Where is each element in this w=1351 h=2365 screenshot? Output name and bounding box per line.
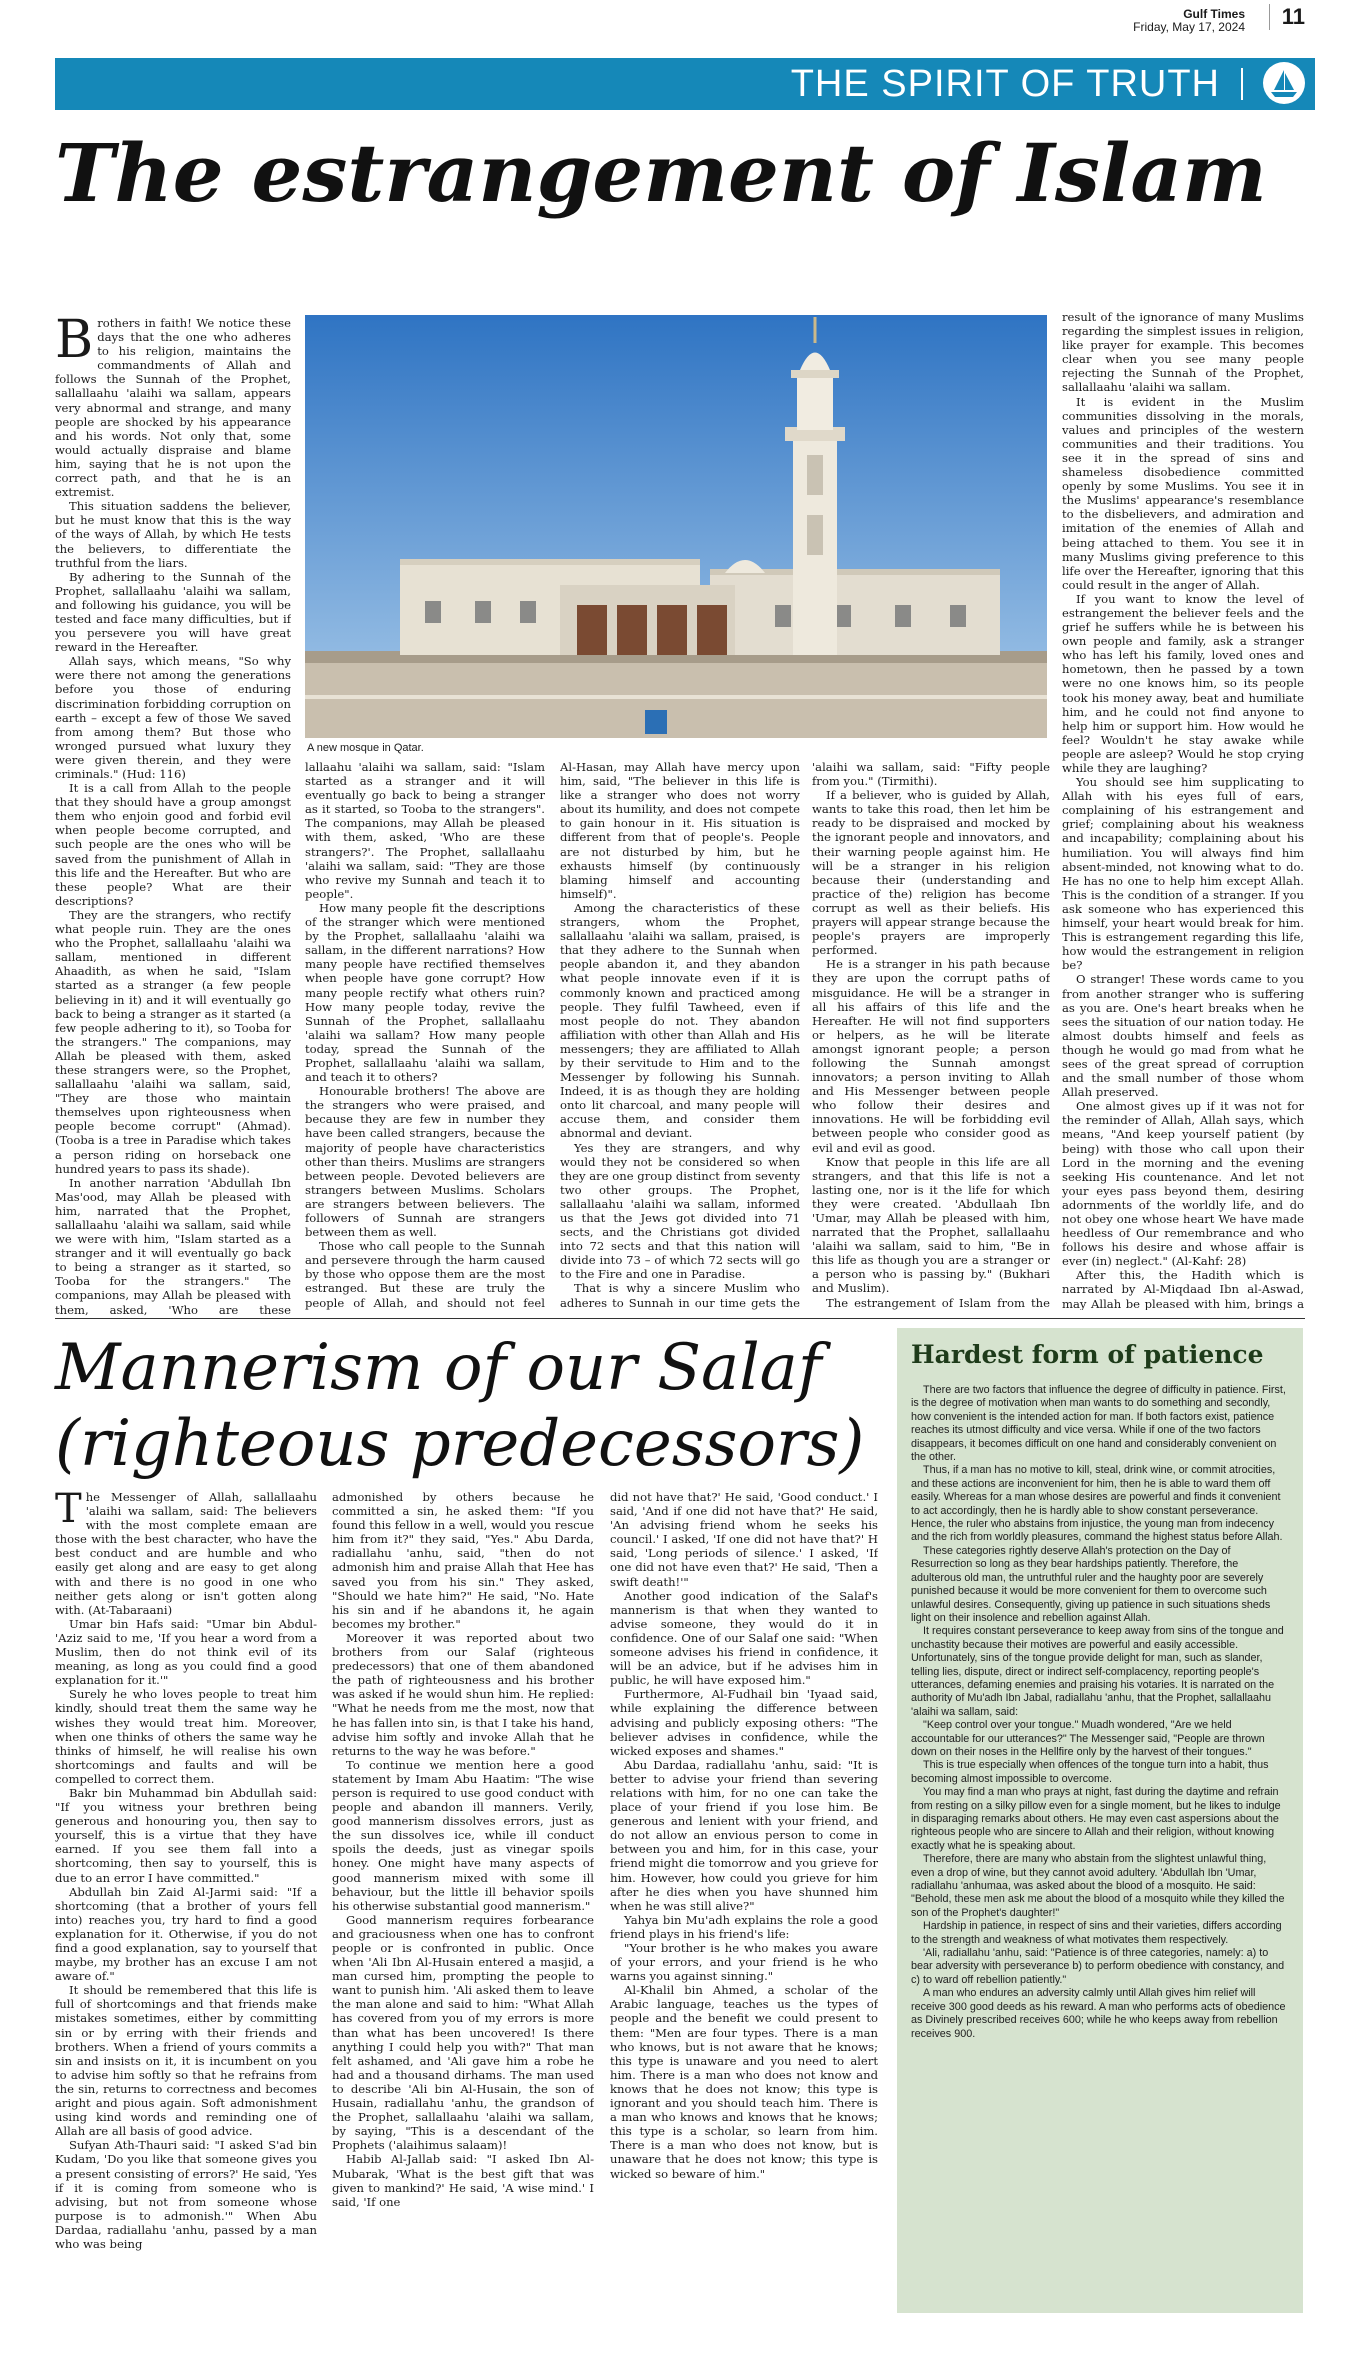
paragraph: O stranger! These words came to you from another stranger who is suffering as you are. One's heart breaks when he sees the situation of our nation today. He almost doubts himself and feels as though he would go mad from what he sees of the great spread of corruption and the small number of those whom Allah preserved. [1062,972,1304,1100]
paragraph: He is a stranger in his path because they are upon the corrupt paths of misguidance. He will be a stranger in all his affairs of this life and the Hereafter. He will not find supporters or helpers, as he will be literate amongst ignorant people; a person following the Sunnah amongst innovators; a person inviting to Allah and His Messenger between people who follow their desires and innovations. He will be forbidding evil between people who consider good as evil and evil as good. [812,957,1050,1155]
paragraph: In another narration 'Abdullah Ibn Mas'ood, may Allah be pleased with him, narrated that the Prophet, sallallaahu 'alaihi wa sallam, said while we were with him, "Islam started as a stranger and it will eventually go back to being a stranger as it started, so Tooba for the strangers." The companions, may Allah be pleased with them, asked, 'Who are these [55,1175,291,1316]
article1-column-2 [305,760,545,1310]
article2-column-1 [55,1490,317,2320]
paragraph: It requires constant perseverance to keep away from sins of the tongue and unchastity because their motives are powerful and easily accessible. Unfortunately, sins of the tongue provide delight for man, such as slander, telling lies, dispute, direct or indirect self-complacency, reporting people's utterances, defaming enemies and praising his votaries. It is narrated on the authority of Mu'adh Ibn Jabal, radiallahu 'anhu, that the Prophet, sallallaahu 'alaihi wa sallam, said: [911,1625,1284,1718]
drop-cap: B [55,316,94,370]
sidebar-body [911,1384,1291,2304]
paragraph: Abu Dardaa, radiallahu 'anhu, said: "It is better to advise your friend than severing relations with him, for no one can take the place of your friend if you lose him. Be generous and lenient with your friend, and do not allow an envious person to come in between you and him, for in this case, your friend might die tomorrow and you grieve for him. However, how could you grieve for him after he dies when you have shunned him when he was still alive?" [610,1757,878,1913]
paper-name: Gulf Times [1183,7,1245,21]
paragraph: One almost gives up if it was not for the reminder of Allah, Allah says, which means, "And keep yourself patient (by being) with those who call upon their Lord in the morning and the evening seeking His countenance. And let not your eyes pass beyond them, desiring adornments of the worldly life, and do not obey one whose heart We have made heedless of Our remembrance and who follows his desire and whose affair is ever (in) neglect." (Al-Kahf: 28) [1062,1099,1304,1269]
article2-column-3 [610,1490,878,2320]
paragraph: Among the characteristics of these strangers, whom the Prophet, sallallaahu 'alaihi wa sallam, praised, is that they adhere to the Sunnah when people abandon it, and they abandon what people innovate even if it is commonly known and practiced among people. They fulfil Tawheed, even if most people do not. They abandon affiliation with other than Allah and His messengers; they are affiliated to Allah by their servitude to Him and to the Messenger by following his Sunnah. Indeed, it is as though they are holding onto lit charcoal, and many people will accuse them, and consider them abnormal and deviant. [560,900,800,1141]
article2-headline-line1: Mannerism of our Salaf [55,1331,822,1405]
article1-column-5 [1062,310,1304,1310]
drop-cap: T [55,1490,82,1532]
paragraph: The estrangement of Islam from the [826,1295,1050,1310]
paragraph: Al-Khalil bin Ahmed, a scholar of the Arabic language, teaches us the types of people and the benefit we could present to them: "Men are four types. There is a man who knows, but is not aware that he knows; this type is unaware and you need to alert him. There is a man who does not know and knows that he does not know; this type is ignorant and you should teach him. There is a man who knows and knows that he knows; this type is a scholar, so learn from him. There is a man who does not know, but is unaware that he does not know; this type is wicked so beware of him." [610,1983,878,2181]
paragraph: Abdullah bin Zaid Al-Jarmi said: "If a shortcoming (that a brother of yours fell into) reaches you, try hard to find a good explanation for it. Otherwise, if you do not find a good explanation, say to yourself that maybe, my brother has an excuse I am not aware of." [55,1884,317,1984]
paragraph: A man who endures an adversity calmly until Allah gives him relief will receive 300 good deeds as his reward. A man who performs acts of obedience as Divinely prescribed receives 600; while he who keeps away from rebellion receives 900. [911,1987,1286,2040]
paragraph: Thus, if a man has no motive to kill, steal, drink wine, or commit atrocities, and these actions are inconvenient for him, then he is able to ward them off easily. Whereas for a man whose desires are powerful and finds it convenient to act accordingly, then he is hardly able to show constant perseverance. Hence, the ruler who abstains from injustice, the young man from indecency and the rich from worldly pleasures, command the highest status before Allah. [911,1464,1283,1544]
paragraph: Al-Hasan, may Allah have mercy upon him, said, "The believer in this life is like a stranger who does not worry about its humility, and does not compete to gain honour in it. His situation is different from that of people's. People are not disturbed by him, but he exhausts himself (by continuously blaming himself and accounting himself)". [560,760,800,901]
paragraph: Furthermore, Al-Fudhail bin 'Iyaad said, while explaining the difference between advising and publicly exposing others: "The believer advises in confidence, while the wicked exposes and shames." [610,1687,878,1758]
page-number: 11 [1269,4,1305,30]
paragraph: There are two factors that influence the degree of difficulty in patience. First, is the degree of motivation when man wants to do something and secondly, how convenient is the intended action for man. If both factors exist, patience reaches its utmost difficulty and vice versa. While if one of the two factors disappears, it becomes difficult on one hand and considerably convenient on the other. [911,1384,1286,1464]
paragraph: did not have that?' He said, 'Good conduct.' I said, 'And if one did not have that?' He said, 'An advising friend whom he seeks his council.' I asked, 'If one did not have that?' H said, 'Long periods of silence.' I asked, 'If one did not have even that?' He said, 'Then a swift death!'" [610,1490,878,1589]
paragraph: Therefore, there are many who abstain from the slightest unlawful thing, even a drop of wine, but they cannot avoid adultery. 'Abdullah Ibn 'Umar, radiallahu 'anhumaa, was asked about the blood of a mosquito. He said: "Behold, these men ask me about the blood of a mosquito while they killed the son of the Prophet's daughter!" [911,1853,1285,1919]
paragraph: Sufyan Ath-Thauri said: "I asked S'ad bin Kudam, 'Do you like that someone gives you a present consisting of errors?' He said, 'Yes if it is coming from someone who is advising, but not from someone whose purpose is to admonish.'" When Abu Dardaa, radiallahu 'anhu, passed by a man who was being [55,2138,317,2251]
issue-date: Friday, May 17, 2024 [1133,20,1245,34]
paragraph: This situation saddens the believer, but he must know that this is the way of the ways of Allah, by which He tests the believers, to differentiate the truthful from the liars. [55,499,291,570]
paragraph: You may find a man who prays at night, fast during the daytime and refrain from resting on a silky pillow even for a single moment, but he likes to indulge in disparaging remarks about others. He may even cast aspersions about the righteous people who are sincere to Allah and their religion, without knowing exactly what he is speaking about. [911,1786,1281,1852]
section-title: THE SPIRIT OF TRUTH [790,63,1220,105]
paragraph: By adhering to the Sunnah of the Prophet, sallallaahu 'alaihi wa sallam, and following his guidance, you will be tested and face many difficulties, but if you persevere you will have great reward in the Hereafter. [55,569,291,655]
paragraph: 'alaihi wa sallam, said: "Fifty people from you." (Tirmithi). [812,760,1050,789]
sidebar-title: Hardest form of patience [911,1340,1264,1369]
article2-headline-line2: (righteous predecessors) [55,1407,865,1481]
paragraph: These categories rightly deserve Allah's protection on the Day of Resurrection so long as they bear hardships patiently. Therefore, the adulterous old man, the untruthful ruler and the haughty poor are severely punished because it would be more convenient for them to overcome such unlawful desires. Consequently, giving up patience in such situations sheds light on their insolence and rebellion against Allah. [911,1544,1271,1624]
paragraph: admonished by others because he committed a sin, he asked them: "If you found this fellow in a well, would you rescue him from it?" they said, "Yes." Abu Darda, radiallahu 'anhu, said, "then do not admonish him and praise Allah that Hee has saved you from his sin." They asked, "Should we hate him?" He said, "No. Hate his sin and if he abandons it, he again becomes my brother." [332,1490,594,1631]
paragraph: Good mannerism requires forbearance and graciousness when one has to confront people or is confronted in public. Once when 'Ali Ibn Al-Husain entered a masjid, a man cursed him, prompting the people to want to punish him. 'Ali asked them to leave the man alone and said to him: "What Allah has covered from you of my errors is more than what has been uncovered! Is there anything I could help you with?" That man felt ashamed, and 'Ali gave him a robe he had and a thousand dirhams. The man used to describe 'Ali bin Al-Husain, the son of Husain, radiallahu 'anhu, the grandson of the Prophet, sallallaahu 'alaihi wa sallam, by saying, "This is a descendant of the Prophets ('alaihimus salaam)! [332,1912,594,2153]
paragraph: Allah says, which means, "So why were there not among the generations before you those of enduring discrimination forbidding corruption on earth – except a few of those We saved from among them? But those who wronged pursued what luxury they were given therein, and they were criminals." (Hud: 116) [55,654,291,781]
paragraph: Know that people in this life are all strangers, and that this life is not a lasting one, nor is it the life for which they were created. 'Abdullaah Ibn 'Umar, may Allah be pleased with him, narrated that the Prophet, sallallaahu 'alaihi wa sallam, said to him, "Be in this life as though you are a stranger or a person who is passing by." (Bukhari and Muslim). [812,1154,1050,1296]
paragraph: Bakr bin Muhammad bin Abdullah said: "If you witness your brethren being generous and honouring you, then say to yourself, this is a virtue that they have earned. If you see them fall into a shortcoming, then say to yourself, this is due to an error I have committed." [55,1785,317,1885]
sidebar-box [897,1328,1303,2313]
paragraph: "Keep control over your tongue." Muadh wondered, "Are we held accountable for our utterances?" The Messenger said, "People are thrown down on their noses in the Hellfire only by the harvest of their tongues." [911,1719,1265,1758]
paragraph: rothers in faith! We notice these days that the one who adheres to his religion, maintains the commandments of Allah and follows the Sunnah of the Prophet, sallallaahu 'alaihi wa sallam, appears very abnormal and strange, and many people are shocked by his appearance and his words. Not only that, some would actually dispraise and blame him, saying that he is not upon the correct path, and that he is an extremist. [55,316,291,500]
paragraph: 'Ali, radiallahu 'anhu, said: "Patience is of three categories, namely: a) to bear adversity with perseverance b) to perform obedience with constancy, and c) to ward off rebellion patiently." [911,1947,1285,1986]
paragraph: Moreover it was reported about two brothers from our Salaf (righteous predecessors) that one of them abandoned the path of righteousness and his brother was asked if he would shun him. He replied: "What he needs from me the most, now that he has fallen into sin, is that I take his hand, advise him softly and invoke Allah that he returns to the way he was before." [332,1630,594,1758]
masthead [55,0,1315,112]
paragraph: They are the strangers, who rectify what people ruin. They are the ones who the Prophet, sallallaahu 'alaihi wa sallam, mentioned in different Ahaadith, as when he said, "Islam started as a stranger (a few people believing in it) and it will eventually go back to being a stranger as it started (a few people adhering to it), so Tooba for the strangers." The companions, may Allah be pleased with them, asked these strangers were, so the Prophet, sallallaahu 'alaihi wa sallam, said, "They are those who maintain themselves upon righteousness when people become corrupt" (Ahmad). (Tooba is a tree in Paradise which takes a person riding on horseback one hundred years to pass its shade). [55,907,291,1176]
paragraph: Another good indication of the Salaf's mannerism is that when they wanted to advise someone, they would do it in confidence. One of our Salaf one said: "When someone advises his friend in confidence, it will be an advice, but if he advises him in public, he will have exposed him." [610,1588,878,1688]
paragraph: result of the ignorance of many Muslims regarding the simplest issues in religion, like prayer for example. This becomes clear when you see many people rejecting the Sunnah of the Prophet, sallallaahu 'alaihi wa sallam. [1062,310,1304,395]
paragraph: That is why a sincere Muslim who adheres to Sunnah in our time gets the [560,1281,800,1310]
paragraph: Surely he who loves people to treat him kindly, should treat them the same way he wishes they would treat him. Moreover, when one thinks of others the same way he thinks of himself, he will realise his own shortcomings and faults and will be compelled to correct them. [55,1687,317,1786]
dhow-boat-icon [1263,62,1305,104]
article1-column-1 [55,316,291,1316]
article1-column-3 [560,760,800,1310]
paragraph: How many people fit the descriptions of the stranger which were mentioned by the Prophet, sallallaahu 'alaihi wa sallam, in the different narrations? How many people have rectified themselves when people have gone corrupt? How many people rectify what others ruin? How many people today, revive the Sunnah of the Prophet, sallallaahu 'alaihi wa sallam? How many people today, spread the Sunnah of the Prophet, sallallaahu 'alaihi wa sallam, and teach it to others? [305,900,545,1085]
paragraph: It should be remembered that this life is full of shortcomings and that friends make mistakes sometimes, either by committing sin or by erring with their friends and brothers. When a friend of yours commits a sin and insists on it, it is incumbent on you to advise him softly so that he refrains from the sin, returns to correctness and becomes aright and pious again. Soft admonishment using kind words and reminding one of Allah are all basis of good advice. [55,1983,317,2139]
paragraph: This is true especially when offences of the tongue turn into a habit, thus becoming almost impossible to overcome. [911,1759,1269,1785]
paragraph: Those who call people to the Sunnah and persevere through the harm caused by those who oppose them are the most estranged. But these are truly the people of Allah, and should not feel [305,1239,545,1310]
article-headline: The estrangement of Islam [55,126,1267,220]
paragraph: Honourable brothers! The above are the strangers who were praised, and because they are few in number they have been called strangers, because the majority of people have characteristics other than theirs. Muslims are strangers between people. Devoted believers are strangers between Muslims. Scholars are strangers between believers. The followers of Sunnah are strangers between them as well. [305,1084,545,1240]
paragraph: "Your brother is he who makes you aware of your errors, and your friend is he who warns you against sinning." [610,1941,878,1984]
paragraph: he Messenger of Allah, sallallaahu 'alaihi wa sallam, said: The believers with the most complete emaan are those with the best character, who have the best conduct and are humble and who easily get along and are easy to get along with and there is no good in one who neither gets along or isn't gotten along with. (At-Tabaraani) [55,1490,317,1617]
paragraph: To continue we mention here a good statement by Imam Abu Haatim: "The wise person is required to use good conduct with people and abandon ill manners. Verily, good mannerism dissolves errors, just as the sun dissolves ice, while ill conduct spoils the deeds, just as vinegar spoils honey. One might have many aspects of good mannerism mixed with some ill behaviour, but the little ill behavior spoils his otherwise substantial good mannerism." [332,1757,594,1913]
banner-divider [1241,68,1243,100]
paragraph: Habib Al-Jallab said: "I asked Ibn Al-Mubarak, 'What is the best gift that was given to mankind?' He said, 'A wise mind.' I said, 'If one [332,2152,594,2209]
paragraph: lallaahu 'alaihi wa sallam, said: "Islam started as a stranger and it will eventually go back to being a stranger as it started, so Tooba to the strangers". The companions, may Allah be pleased with them, asked, 'Who are these strangers?'. The Prophet, sallallaahu 'alaihi wa sallam, said: "They are those who revive my Sunnah and teach it to people". [305,760,545,901]
article2-column-2 [332,1490,594,2320]
mosque-photo [305,315,1047,738]
article2-headline [55,1330,885,1482]
paragraph: It is evident in the Muslim communities dissolving in the morals, values and principles of the western communities and their traditions. You see it in the spread of sins and shameless disobedience committed openly by some Muslims. You see it in the Muslims' appearance's resemblance to the disbelievers, and admiration and imitation of the enemies of Allah and being attached to them. You see it in many Muslims giving preference to this life over the Hereafter, ignoring that this could result in the anger of Allah. [1062,394,1304,592]
paragraph: You should see him supplicating to Allah with his eyes full of ears, complaining of his estrangement and grief; complaining about his weakness and incapability; complaining about his humiliation. You will always find him absent-minded, not knowing what to do. He has no one to help him except Allah. This is the condition of a stranger. If you ask someone who has experienced this himself, your heart would break for him. This is estrangement regarding this life, how would the estrangement in religion be? [1062,775,1304,973]
paragraph: If you want to know the level of estrangement the believer feels and the grief he suffers while he is between his own people and family, ask a stranger who has left his family, loved ones and hometown, then he passed by a town were no one knows him, so its people took his money away, beat and humiliate him, and he could not find anyone to help him or support him. How would he feel? Wouldn't he stay awake while people are asleep? Would he stop crying while they are laughing? [1062,591,1304,775]
paragraph: It is a call from Allah to the people that they should have a group amongst them who enjoin good and forbid evil when people become corrupted, and such people are the ones who will be saved from the punishment of Allah in this life and the Hereafter. But who are these people? What are their descriptions? [55,781,291,908]
paragraph: After this, the Hadith which is narrated by Al-Miqdaad Ibn al-Aswad, may Allah be pleased with him, brings a [1062,1268,1304,1310]
section-banner [55,58,1315,110]
paragraph: If a believer, who is guided by Allah, wants to take this road, then let him be ready to be dispraised and mocked by the ignorant people and innovators, and their warning people against him. He will be a stranger in his religion because their (understanding and practice of the) religion has become corrupt as well as their beliefs. His prayers will appear strange because the people's prayers are improperly performed. [812,788,1050,958]
paragraph: Hardship in patience, in respect of sins and their varieties, differs according to the strength and weakness of what motivates them respectively. [911,1920,1282,1946]
article1-column-4 [812,760,1050,1310]
photo-caption: A new mosque in Qatar. [307,742,424,754]
paragraph: Yahya bin Mu'adh explains the role a good friend plays in his friend's life: [610,1912,878,1941]
section-divider [55,1318,1305,1319]
paragraph: Umar bin Hafs said: "Umar bin Abdul-'Aziz said to me, 'If you hear a word from a Muslim, then do not think evil of its meaning, as long as you could find a good explanation for it.'" [55,1616,317,1688]
paragraph: Yes they are strangers, and why would they not be considered so when they are one group distinct from seventy two other groups. The Prophet, sallallaahu 'alaihi wa sallam, informed us that the Jews got divided into 71 sects, and the Christians got divided into 72 sects and that this nation will divide into 73 – of which 72 sects will go to the Fire and one in Paradise. [560,1140,800,1282]
